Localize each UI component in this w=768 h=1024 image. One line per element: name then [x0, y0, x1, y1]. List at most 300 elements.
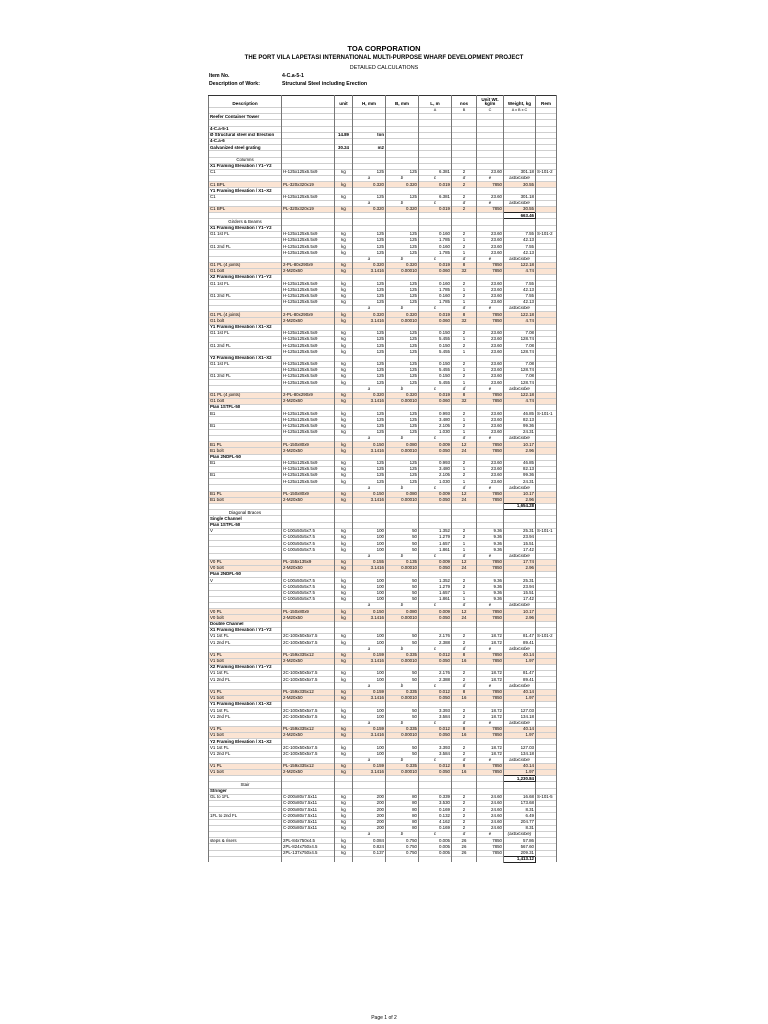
table-cell: 0.335 — [386, 763, 419, 769]
table-cell: d — [452, 386, 477, 392]
table-cell: e — [477, 553, 504, 559]
table-cell: 50 — [386, 745, 419, 751]
table-cell: V1 PL — [209, 763, 282, 769]
table-cell: H-125x125x6.5x9 — [282, 380, 335, 386]
table-cell: axbxcxdxe — [504, 485, 536, 491]
table-cell: B1 PL — [209, 491, 282, 497]
table-cell: 18.72 — [477, 633, 504, 639]
table-cell: 125 — [353, 380, 386, 386]
table-cell: 23.60 — [477, 330, 504, 336]
table-cell: 125 — [353, 330, 386, 336]
table-cell: 81.47 — [504, 671, 536, 677]
table-cell: G1 bolt — [209, 268, 282, 274]
table-cell: kg — [335, 838, 353, 844]
table-cell: 32 — [452, 268, 477, 274]
table-cell: C1 BPL — [209, 207, 282, 213]
table-cell: 46.85 — [504, 460, 536, 466]
table-cell: kg — [335, 349, 353, 355]
table-cell: kg — [335, 466, 353, 472]
table-cell: kg — [335, 336, 353, 342]
table-cell: kg — [335, 590, 353, 596]
table-cell: C-100x50x5x7.5 — [282, 547, 335, 553]
table-cell: 18.72 — [477, 677, 504, 683]
table-cell: 4.74 — [504, 398, 536, 404]
col-nos: nos — [452, 96, 477, 108]
col-weight: Weight, kg — [504, 96, 536, 108]
table-cell: kg — [335, 565, 353, 571]
table-cell: kg — [335, 497, 353, 503]
table-cell: 0.050 — [419, 448, 452, 454]
table-cell: 7850 — [477, 565, 504, 571]
table-cell: 23.60 — [477, 336, 504, 342]
table-cell: 0.150 — [419, 330, 452, 336]
table-cell: 15.51 — [504, 541, 536, 547]
table-cell: 125 — [353, 194, 386, 200]
table-cell: 100 — [353, 528, 386, 534]
table-cell: 4.74 — [504, 318, 536, 324]
table-cell: 125 — [353, 299, 386, 305]
table-cell: H-125x125x6.5x9 — [282, 343, 335, 349]
table-cell: 2 — [452, 182, 477, 188]
table-cell: kg — [335, 392, 353, 398]
table-cell: B1 — [209, 460, 282, 466]
table-cell: kg — [335, 380, 353, 386]
table-cell: PL-159x335x12 — [282, 763, 335, 769]
table-cell: kg — [335, 367, 353, 373]
table-cell: 42.13 — [504, 299, 536, 305]
table-cell: 125 — [386, 423, 419, 429]
table-cell: 125 — [353, 336, 386, 342]
table-cell: C-100x50x5x7.5 — [282, 590, 335, 596]
table-cell: 2C-100x50x5x7.5 — [282, 751, 335, 757]
table-cell: 2.96 — [504, 565, 536, 571]
table-cell: S-101-2 — [536, 633, 557, 639]
table-cell: kg — [335, 244, 353, 250]
table-cell: X1 Framing Elevation / Y1~Y2 — [209, 163, 282, 169]
table-cell: 125 — [386, 244, 419, 250]
table-cell: 2 — [452, 244, 477, 250]
table-cell: 7850 — [477, 312, 504, 318]
table-cell: kg — [335, 794, 353, 800]
table-cell: 0.169 — [419, 825, 452, 831]
table-cell: 50 — [386, 677, 419, 683]
table-cell: 7850 — [477, 689, 504, 695]
table-cell: 0.080 — [386, 491, 419, 497]
table-cell: 2 — [452, 207, 477, 213]
table-cell: b — [386, 553, 419, 559]
table-cell: kg — [335, 547, 353, 553]
table-cell: H-125x125x6.5x9 — [282, 361, 335, 367]
table-cell — [209, 856, 282, 862]
table-cell: 0.019 — [419, 182, 452, 188]
table-cell: 23.60 — [477, 429, 504, 435]
table-cell: axbxcxdxe — [504, 435, 536, 441]
table-cell: 50 — [386, 528, 419, 534]
table-cell: 7.55 — [504, 244, 536, 250]
table-cell: 17.74 — [504, 559, 536, 565]
table-cell: 125 — [386, 250, 419, 256]
table-cell: 0.00010 — [386, 398, 419, 404]
table-cell: 1.030 — [419, 429, 452, 435]
table-cell: 0.150 — [419, 343, 452, 349]
table-cell: d — [452, 831, 477, 837]
table-cell: 0.060 — [419, 398, 452, 404]
letter-cell: C — [477, 108, 504, 114]
table-cell: 2-M20x50 — [282, 770, 335, 776]
table-cell: 2-M20x60 — [282, 268, 335, 274]
table-cell: 18.72 — [477, 640, 504, 646]
table-cell: 1,413.12 — [504, 856, 536, 862]
table-cell: 122.18 — [504, 312, 536, 318]
table-cell: 0.00010 — [386, 497, 419, 503]
table-cell: kg — [335, 615, 353, 621]
table-cell: 1 — [452, 547, 477, 553]
table-cell: 1 — [452, 367, 477, 373]
table-cell: 50 — [386, 596, 419, 602]
table-cell: 0.012 — [419, 726, 452, 732]
table-cell: 0.00010 — [386, 615, 419, 621]
table-cell: 2 — [452, 677, 477, 683]
table-cell: axbxcxdxe — [504, 683, 536, 689]
table-cell: 2C-100x50x5x7.5 — [282, 640, 335, 646]
table-cell: 2.96 — [504, 497, 536, 503]
table-cell: 0.335 — [386, 652, 419, 658]
table-cell: 2C-100x50x5x7.5 — [282, 671, 335, 677]
table-cell: 2 — [452, 528, 477, 534]
table-cell: 18.72 — [477, 751, 504, 757]
table-cell: Y1 Framing Elevation / X1~X2 — [209, 324, 282, 330]
table-cell: 125 — [353, 411, 386, 417]
table-cell: V — [209, 528, 282, 534]
table-cell: 2 — [452, 751, 477, 757]
table-cell: b — [386, 720, 419, 726]
table-cell: V0 bolt — [209, 565, 282, 571]
table-cell: 125 — [386, 287, 419, 293]
table-cell: G1 bolt — [209, 318, 282, 324]
table-cell: 80 — [386, 813, 419, 819]
table-cell: 0.012 — [419, 689, 452, 695]
table-cell: V1 bolt — [209, 732, 282, 738]
table-cell: 0.050 — [419, 770, 452, 776]
table-cell: 3.584 — [419, 751, 452, 757]
table-cell: 7850 — [477, 838, 504, 844]
table-cell: 125 — [353, 429, 386, 435]
table-cell: kg — [335, 807, 353, 813]
table-cell: e — [477, 757, 504, 763]
table-cell: PL-159x335x12 — [282, 689, 335, 695]
table-cell — [536, 856, 557, 862]
company-title: TOA CORPORATION — [347, 44, 421, 53]
table-cell: 24.60 — [477, 801, 504, 807]
table-cell: 2PL-137x750x4.5 — [282, 850, 335, 856]
table-cell: Stair — [209, 782, 282, 788]
table-cell: b — [386, 485, 419, 491]
table-cell: (axbxcxdxe) — [504, 831, 536, 837]
page-number: Page 1 of 2 — [371, 1015, 397, 1021]
table-cell: 2 — [452, 708, 477, 714]
table-cell — [386, 856, 419, 862]
table-cell: 1 — [452, 250, 477, 256]
table-cell: 0.00010 — [386, 695, 419, 701]
table-cell: 1.785 — [419, 287, 452, 293]
table-cell: V1 PL — [209, 652, 282, 658]
table-cell: B1 — [209, 423, 282, 429]
table-cell: 3.1416 — [353, 732, 386, 738]
table-cell: PL-155x135x9 — [282, 559, 335, 565]
table-cell: 23.60 — [477, 343, 504, 349]
table-cell: 2-M20x50 — [282, 448, 335, 454]
table-cell: 125 — [353, 244, 386, 250]
col-remarks: Rem — [536, 96, 557, 108]
table-cell: kg — [335, 844, 353, 850]
table-cell: kg — [335, 801, 353, 807]
table-cell: 100 — [353, 751, 386, 757]
table-cell: 200 — [353, 825, 386, 831]
col-unit: unit — [335, 96, 353, 108]
table-cell: 1 — [452, 349, 477, 355]
table-cell: 24.60 — [477, 807, 504, 813]
table-cell: 7850 — [477, 658, 504, 664]
table-cell: kg — [335, 689, 353, 695]
table-cell: S-101-5 — [536, 794, 557, 800]
table-cell: 23.60 — [477, 466, 504, 472]
table-cell: axbxcxdxe — [504, 306, 536, 312]
table-cell: 100 — [353, 578, 386, 584]
table-cell: c — [419, 720, 452, 726]
table-cell: 42.13 — [504, 287, 536, 293]
table-cell: 30.55 — [504, 182, 536, 188]
table-cell: 0.993 — [419, 411, 452, 417]
table-cell: d — [452, 757, 477, 763]
table-cell: a — [353, 720, 386, 726]
table-cell: 3.1416 — [353, 615, 386, 621]
table-cell: C-200x80x7.5x11 — [282, 807, 335, 813]
table-cell: c — [419, 485, 452, 491]
table-cell: 2 — [452, 374, 477, 380]
table-cell: 1,230.84 — [504, 776, 536, 782]
table-cell: 2 — [452, 473, 477, 479]
table-cell: 100 — [353, 708, 386, 714]
table-cell: e — [477, 256, 504, 262]
table-cell: 0.320 — [386, 207, 419, 213]
table-cell: 128.74 — [504, 336, 536, 342]
table-cell: kg — [335, 825, 353, 831]
table-cell: H-125x125x6.5x9 — [282, 417, 335, 423]
table-cell: 32 — [452, 318, 477, 324]
table-cell: 99.36 — [504, 473, 536, 479]
table-cell: 40.14 — [504, 652, 536, 658]
table-cell: V1 PL — [209, 689, 282, 695]
table-cell: V1 2nd FL — [209, 714, 282, 720]
table-cell: 200 — [353, 794, 386, 800]
table-cell: c — [419, 200, 452, 206]
table-cell: 125 — [386, 380, 419, 386]
table-cell: 2 — [452, 534, 477, 540]
table-cell: 9.36 — [477, 528, 504, 534]
table-cell: kg — [335, 250, 353, 256]
table-cell: axbxcxdxe — [504, 256, 536, 262]
table-cell: V0 PL — [209, 559, 282, 565]
table-cell: H-125x125x6.5x9 — [282, 169, 335, 175]
table-cell: 16 — [452, 658, 477, 664]
table-cell: kg — [335, 262, 353, 268]
table-cell: 125 — [386, 343, 419, 349]
table-cell: axbxcxdxe — [504, 757, 536, 763]
table-cell: 125 — [353, 349, 386, 355]
table-cell: 1.97 — [504, 658, 536, 664]
table-cell: C-200x80x7.5x11 — [282, 813, 335, 819]
table-cell: 23.60 — [477, 194, 504, 200]
table-cell — [353, 856, 386, 862]
table-cell: 24.60 — [477, 819, 504, 825]
table-cell: 2 — [452, 231, 477, 237]
table-cell: 100 — [353, 584, 386, 590]
table-cell: 0.993 — [419, 460, 452, 466]
table-cell: kg — [335, 237, 353, 243]
table-cell: 50 — [386, 547, 419, 553]
table-cell: 82.13 — [504, 466, 536, 472]
table-cell: 125 — [353, 479, 386, 485]
table-cell: 127.03 — [504, 708, 536, 714]
table-cell: 17.42 — [504, 547, 536, 553]
col-description: Description — [209, 96, 282, 108]
table-cell: 122.18 — [504, 392, 536, 398]
table-cell: 0.009 — [419, 559, 452, 565]
work-description: Structural Steel including Erection — [282, 81, 368, 87]
table-cell: kg — [335, 473, 353, 479]
table-cell: a — [353, 831, 386, 837]
table-cell: 125 — [353, 237, 386, 243]
table-cell: 0.00010 — [386, 565, 419, 571]
table-cell: 24.60 — [477, 825, 504, 831]
table-cell: 2 — [452, 460, 477, 466]
item-number: 4-C.a-5-1 — [282, 73, 304, 79]
table-cell: 1.352 — [419, 578, 452, 584]
table-cell: 7.08 — [504, 374, 536, 380]
table-cell: axbxcxdxe — [504, 176, 536, 182]
table-cell: X1 Framing Elevation / Y1~Y2 — [209, 627, 282, 633]
table-cell: 30.24 — [335, 145, 353, 151]
table-cell: 0.009 — [419, 442, 452, 448]
table-cell: 0.005 — [419, 838, 452, 844]
table-cell: G1 1st FL — [209, 330, 282, 336]
table-cell: 0.050 — [419, 497, 452, 503]
table-cell: 128.74 — [504, 349, 536, 355]
table-cell: kg — [335, 609, 353, 615]
table-cell: C-200x80x7.5x11 — [282, 801, 335, 807]
table-cell: e — [477, 720, 504, 726]
table-cell: kg — [335, 534, 353, 540]
table-cell: 30.55 — [504, 207, 536, 213]
table-cell: 0.019 — [419, 207, 452, 213]
table-cell: X1 Framing Elevation / Y1~Y2 — [209, 225, 282, 231]
table-cell: 23.60 — [477, 380, 504, 386]
table-cell: G1 1st FL — [209, 361, 282, 367]
table-cell: kg — [335, 374, 353, 380]
table-cell: 2 — [452, 813, 477, 819]
table-cell: kg — [335, 442, 353, 448]
table-cell: a — [353, 306, 386, 312]
table-cell: 2C-100x50x5x7.5 — [282, 677, 335, 683]
table-cell: 125 — [353, 423, 386, 429]
table-cell: Double Channel — [209, 621, 282, 627]
table-cell: Diagonal Braces — [209, 510, 282, 516]
table-cell: 80 — [386, 794, 419, 800]
table-cell: 125 — [386, 349, 419, 355]
table-cell: 81.47 — [504, 633, 536, 639]
table-cell: Plan 1STFL-50 — [209, 522, 282, 528]
table-cell: e — [477, 831, 504, 837]
table-cell: 7.55 — [504, 281, 536, 287]
table-cell: 9.36 — [477, 578, 504, 584]
table-cell — [335, 856, 353, 862]
table-cell: 2-M20x50 — [282, 732, 335, 738]
table-cell: Y2 Framing Elevation / X1~X2 — [209, 355, 282, 361]
table-cell: 0.080 — [386, 442, 419, 448]
table-cell: C-100x50x5x7.5 — [282, 584, 335, 590]
table-cell: 0.150 — [419, 361, 452, 367]
table-cell: H-125x125x6.5x9 — [282, 423, 335, 429]
table-cell: Single Channel — [209, 516, 282, 522]
table-cell: 50 — [386, 534, 419, 540]
table-cell: 127.03 — [504, 745, 536, 751]
table-cell: Reefer Container Tower — [209, 114, 282, 120]
table-cell: 1.785 — [419, 299, 452, 305]
table-cell: 14.89 — [335, 132, 353, 138]
table-cell: 23.60 — [477, 237, 504, 243]
table-cell: 23.94 — [504, 584, 536, 590]
table-cell: 0.060 — [419, 318, 452, 324]
item-label: Item No. — [209, 73, 230, 79]
table-cell: 0.00010 — [386, 658, 419, 664]
table-cell: d — [452, 720, 477, 726]
table-cell: 2 — [452, 801, 477, 807]
table-cell: 1 — [452, 590, 477, 596]
table-cell: 0.335 — [386, 689, 419, 695]
table-cell: 2 — [452, 807, 477, 813]
table-cell: 16 — [452, 695, 477, 701]
table-cell: 128.74 — [504, 380, 536, 386]
table-cell: 0.050 — [419, 732, 452, 738]
table-cell: 12 — [452, 559, 477, 565]
table-cell: 125 — [353, 343, 386, 349]
table-cell: 15.51 — [504, 590, 536, 596]
table-cell: 125 — [353, 417, 386, 423]
table-cell: kg — [335, 343, 353, 349]
table-cell: 17.42 — [504, 596, 536, 602]
table-cell: b — [386, 386, 419, 392]
table-cell: 301.18 — [504, 194, 536, 200]
table-cell: 0.060 — [419, 268, 452, 274]
table-cell: V — [209, 578, 282, 584]
table-cell: 3.393 — [419, 708, 452, 714]
table-cell: 100 — [353, 590, 386, 596]
table-cell: 0.019 — [419, 312, 452, 318]
table-cell: 0.320 — [386, 262, 419, 268]
table-cell: 1.97 — [504, 770, 536, 776]
table-cell: 0.160 — [419, 244, 452, 250]
table-cell: 50 — [386, 708, 419, 714]
table-cell: 125 — [386, 367, 419, 373]
table-cell: Y2 Framing Elevation / X1~X2 — [209, 739, 282, 745]
table-cell: 0.012 — [419, 763, 452, 769]
table-cell: 7.55 — [504, 231, 536, 237]
table-cell: 0.080 — [386, 609, 419, 615]
table-cell: 100 — [353, 640, 386, 646]
table-cell: 80 — [386, 807, 419, 813]
table-cell: 3.1416 — [353, 497, 386, 503]
table-cell: 23.60 — [477, 423, 504, 429]
